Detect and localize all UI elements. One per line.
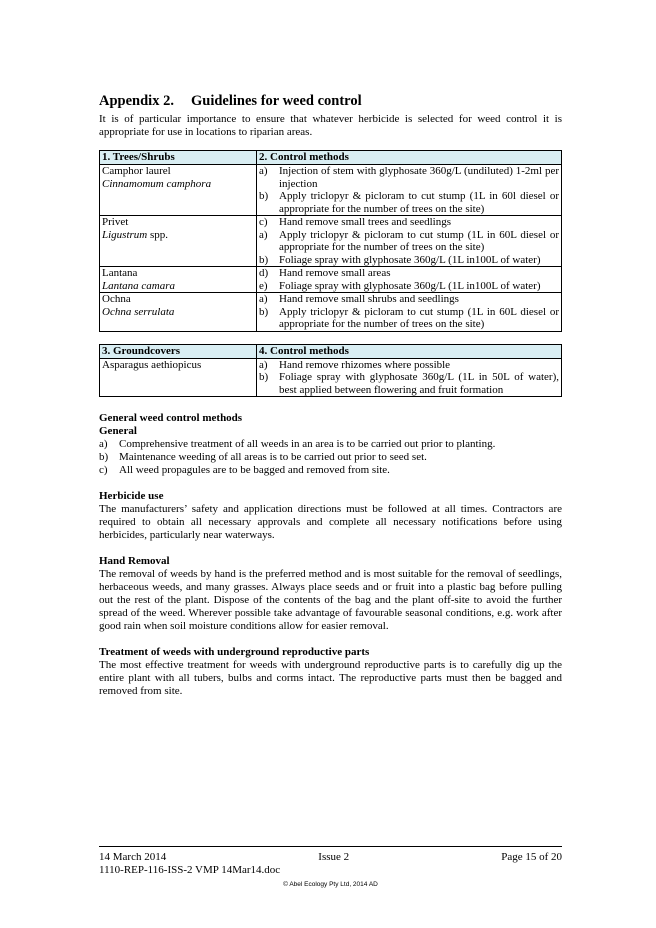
method-letter: a) [259, 358, 268, 371]
herbicide-text: The manufacturers’ safety and application directions must be followed at all times. Contractors are required to obtain all necessary approvals and complete all necessary notifications before using herbicides, particularly near waterways. [99, 503, 562, 541]
methods-cell [257, 358, 562, 397]
method-item [259, 254, 559, 267]
methods-cell [257, 293, 562, 332]
method-text: Hand remove rhizomes where possible [279, 358, 451, 371]
method-text: Apply triclopyr & picloram to cut stump (1L in 60L diesel or appropriate for the number of trees on the site) [279, 228, 559, 253]
method-text: Injection of stem with glyphosate 360g/L (undiluted) 1-2ml per injection [279, 165, 559, 190]
plant-common-name: Lantana [102, 267, 138, 279]
method-item [259, 216, 559, 229]
plant-latin-italic: Lantana camara [102, 279, 176, 292]
method-item [259, 306, 559, 331]
plant-cell [100, 358, 257, 397]
plant-cell [100, 267, 257, 293]
method-item [259, 165, 559, 190]
hand-removal-section [99, 555, 562, 633]
method-text: Hand remove small trees and seedlings [279, 216, 451, 228]
plant-latin-italic: Ochna serrulata [102, 305, 175, 318]
plant-common-name: Ochna [102, 293, 131, 305]
list-letter: c) [99, 464, 108, 476]
herbicide-heading: Herbicide use [99, 490, 164, 502]
method-letter: b) [259, 190, 269, 202]
appendix-title: Guidelines for weed control [191, 93, 362, 109]
appendix-heading [99, 93, 562, 110]
list-item [99, 464, 562, 477]
method-letter: c) [259, 216, 268, 228]
method-letter: d) [259, 267, 269, 279]
table-row [100, 293, 562, 332]
plant-cell [100, 165, 257, 216]
table-row [100, 165, 562, 216]
hand-removal-heading: Hand Removal [99, 555, 170, 567]
footer-docref: 1110-REP-116-ISS-2 VMP 14Mar14.doc [99, 864, 281, 876]
footer-page: Page 15 of 20 [501, 851, 562, 863]
list-item [99, 438, 562, 451]
footer-copyright: © Abel Ecology Pty Ltd, 2014 AD [283, 881, 378, 888]
method-text: Hand remove small areas [279, 267, 391, 279]
method-text: Apply triclopyr & picloram to cut stump (1L in 60L diesel or appropriate for the number of trees on the site) [279, 305, 559, 330]
methods-cell [257, 216, 562, 267]
plant-cell [100, 216, 257, 267]
method-text: Foliage spray with glyphosate 360g/L (1L in 50L of water), best applied between flowering and fruit formation [279, 371, 559, 396]
plant-common-name: Asparagus aethiopicus [102, 358, 202, 371]
method-letter: b) [259, 253, 269, 266]
table-row [100, 267, 562, 293]
list-letter: b) [99, 451, 109, 463]
plant-latin-italic: Cinnamomum camphora [102, 177, 212, 190]
footer-date: 14 March 2014 [99, 851, 167, 863]
methods-cell [257, 165, 562, 216]
method-item [259, 229, 559, 254]
underground-heading: Treatment of weeds with underground reproductive parts [99, 646, 370, 658]
plant-common-name: Camphor laurel [102, 165, 171, 177]
intro-paragraph: It is of particular importance to ensure that whatever herbicide is selected for weed control it is appropriate for use in locations to riparian areas. [99, 113, 562, 138]
method-letter: b) [259, 305, 269, 318]
general-subheading: General [99, 425, 137, 437]
document-page [99, 93, 562, 698]
method-letter: a) [259, 228, 268, 241]
list-item [99, 451, 562, 464]
plant-cell [100, 293, 257, 332]
plant-common-name: Privet [102, 216, 129, 228]
general-heading: General weed control methods [99, 412, 243, 424]
herbicide-section [99, 490, 562, 542]
method-letter: a) [259, 293, 268, 305]
method-item [259, 359, 559, 372]
method-item [259, 267, 559, 280]
general-list [99, 438, 562, 477]
table-header-methods-2: 4. Control methods [257, 344, 562, 358]
method-text: Foliage spray with glyphosate 360g/L (1L in100L of water) [279, 253, 541, 266]
method-text: Hand remove small shrubs and seedlings [279, 293, 459, 305]
trees-shrubs-table [99, 150, 562, 332]
list-text: All weed propagules are to be bagged and removed from site. [119, 464, 390, 476]
underground-text: The most effective treatment for weeds with underground reproductive parts is to carefully dig up the entire plant with all tubers, bulbs and corms intact. The reproductive parts must then be bagged and removed from site. [99, 659, 562, 697]
table-header-methods: 2. Control methods [257, 151, 562, 165]
footer-issue: Issue 2 [318, 851, 350, 863]
method-text: Apply triclopyr & picloram to cut stump (1L in 60l diesel or appropriate for the number of trees on the site) [279, 190, 559, 215]
plant-latin-name [102, 229, 254, 242]
plant-latin-name [102, 178, 254, 191]
list-letter: a) [99, 438, 108, 450]
table-header-groundcovers: 3. Groundcovers [100, 344, 257, 358]
method-letter: e) [259, 279, 268, 292]
groundcovers-table [99, 344, 562, 398]
page-footer [99, 846, 562, 891]
method-letter: a) [259, 165, 268, 177]
plant-latin-italic: Ligustrum [102, 228, 148, 241]
underground-section [99, 646, 562, 698]
list-text: Comprehensive treatment of all weeds in an area is to be carried out prior to planting. [119, 438, 496, 450]
method-item [259, 371, 559, 396]
plant-latin-suffix: spp. [147, 228, 169, 241]
method-letter: b) [259, 371, 269, 383]
method-text: Foliage spray with glyphosate 360g/L (1L in100L of water) [279, 279, 541, 292]
method-item [259, 293, 559, 306]
appendix-number: Appendix 2. [99, 93, 174, 109]
table-header-trees: 1. Trees/Shrubs [100, 151, 257, 165]
table-row [100, 216, 562, 267]
plant-latin-name [102, 280, 254, 293]
hand-removal-text: The removal of weeds by hand is the preferred method and is most suitable for the removal of seedlings, herbaceous weeds, and many grasses. Always place seeds and or fruit into a plastic bag before pulling out the rest of the plant. Dispose of the contents of the bag and the plant off-site to avoid the further spread of the weed. Wherever possible take advantage of favourable seasonal conditions, e.g. work after good rain when soil moisture conditions allow for easier removal. [99, 568, 562, 632]
plant-latin-name [102, 306, 254, 319]
general-section [99, 412, 562, 477]
table-row [100, 358, 562, 397]
method-item [259, 190, 559, 215]
methods-cell [257, 267, 562, 293]
list-text: Maintenance weeding of all areas is to be carried out prior to seed set. [119, 451, 427, 463]
method-item [259, 280, 559, 293]
